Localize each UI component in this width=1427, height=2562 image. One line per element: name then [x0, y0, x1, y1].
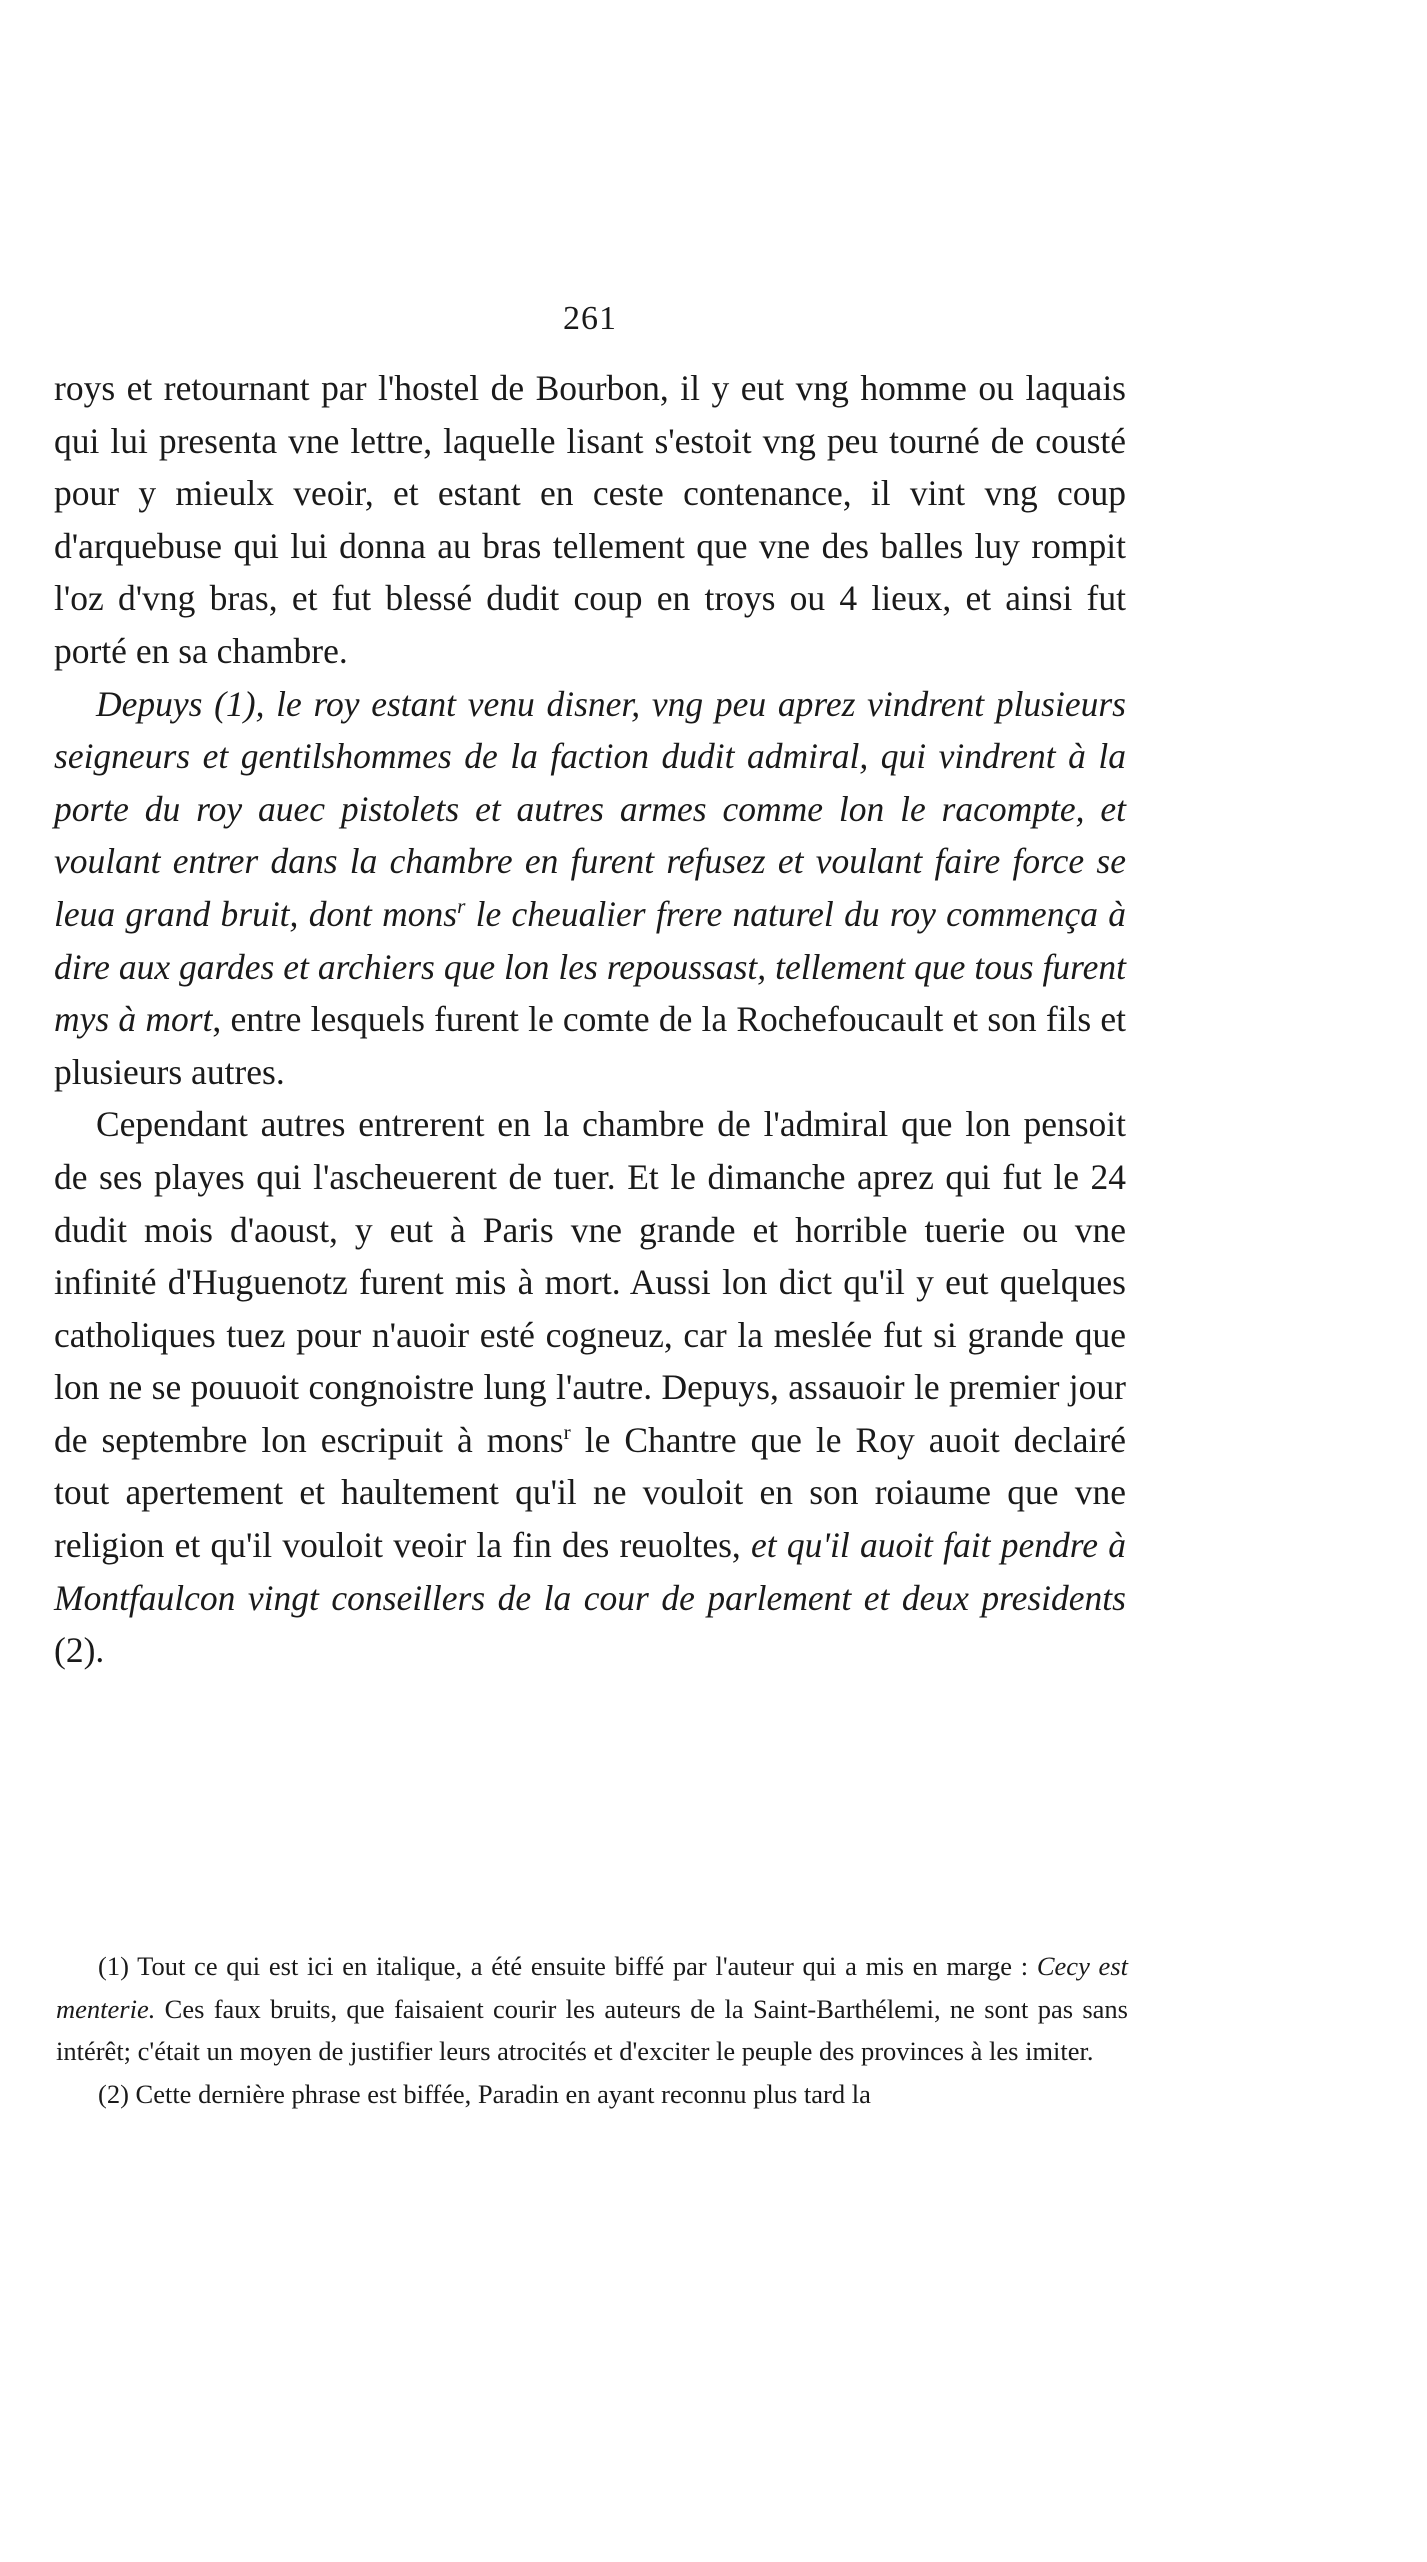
paragraph-2-italic-a: Depuys (1), le roy estant venu disner, vng peu aprez vindrent plusieurs seigneurs et gentilshommes de la faction dudit admiral, qui vindrent à la porte du roy auec pistolets et autres armes comme lon le racompte, et voulant entrer dans la chambre en furent refusez et voulant faire force se leua grand bruit, dont mons: [54, 683, 1126, 934]
footnote-1-text-a: (1) Tout ce qui est ici en italique, a été ensuite biffé par l'auteur qui a mis en marge :: [98, 1951, 1037, 1981]
paragraph-3-end: (2).: [54, 1630, 105, 1671]
paragraph-2-roman: , entre lesquels furent le comte de la Rochefoucault et son fils et plusieurs autres.: [54, 999, 1126, 1092]
footnotes: [56, 1945, 1128, 2115]
footnote-2: [56, 2073, 1128, 2116]
footnote-1-italic: Cecy est menterie.: [56, 1951, 1128, 2024]
footnote-2-text: (2) Cette dernière phrase est biffée, Paradin en ayant reconnu plus tard la: [98, 2078, 871, 2109]
footnote-1-text-b: Ces faux bruits, que faisaient courir les auteurs de la Saint-Barthélemi, ne sont pas sans intérêt; c'était un moyen de justifier leurs atrocités et d'exciter le peuple des provinces à les imiter.: [56, 1993, 1128, 2066]
paragraph-3-text-a: Cependant autres entrerent en la chambre de l'admiral que lon pensoit de ses playes qui l'ascheuerent de tuer. Et le dimanche aprez qui fut le 24 dudit mois d'aoust, y eut à Paris vne grande et horrible tuerie ou vne infinité d'Huguenotz furent mis à mort. Aussi lon dict qu'il y eut quelques catholiques tuez pour n'auoir esté cogneuz, car la meslée fut si grande que lon ne se pouuoit congnoistre lung l'autre. Depuys, assauoir le premier jour de septembre lon escripuit à mons: [54, 1104, 1126, 1460]
paragraph-3: [54, 1098, 1126, 1677]
paragraph-1-text: roys et retournant par l'hostel de Bourbon, il y eut vng homme ou laquais qui lui presenta vne lettre, laquelle lisant s'estoit vng peu tourné de cousté pour y mieulx veoir, et estant en ceste contenance, il vint vng coup d'arquebuse qui lui donna au bras tellement que vne des balles luy rompit l'oz d'vng bras, et fut blessé dudit coup en troys ou 4 lieux, et ainsi fut porté en sa chambre.: [54, 368, 1126, 671]
paragraph-2-italic-b: le cheualier frere naturel du roy commença à dire aux gardes et archiers que lon les repoussast, tellement que tous furent mys à mort: [54, 893, 1126, 1040]
paragraph-2: [54, 678, 1126, 1099]
paragraph-1: [54, 362, 1126, 678]
main-text: [54, 362, 1126, 1677]
paragraph-3-text-b: le Chantre que le Roy auoit declairé tout apertement et haultement qu'il ne vouloit en son roiaume que vne religion et qu'il vouloit veoir la fin des reuoltes,: [54, 1419, 1126, 1566]
paragraph-2-superscript: r: [457, 894, 466, 919]
paragraph-3-superscript: r: [563, 1420, 571, 1445]
footnote-1: [56, 1945, 1128, 2073]
paragraph-3-italic: et qu'il auoit fait pendre à Montfaulcon vingt conseillers de la cour de parlement et deux presidents: [54, 1525, 1126, 1618]
page-number: 261: [563, 300, 617, 337]
